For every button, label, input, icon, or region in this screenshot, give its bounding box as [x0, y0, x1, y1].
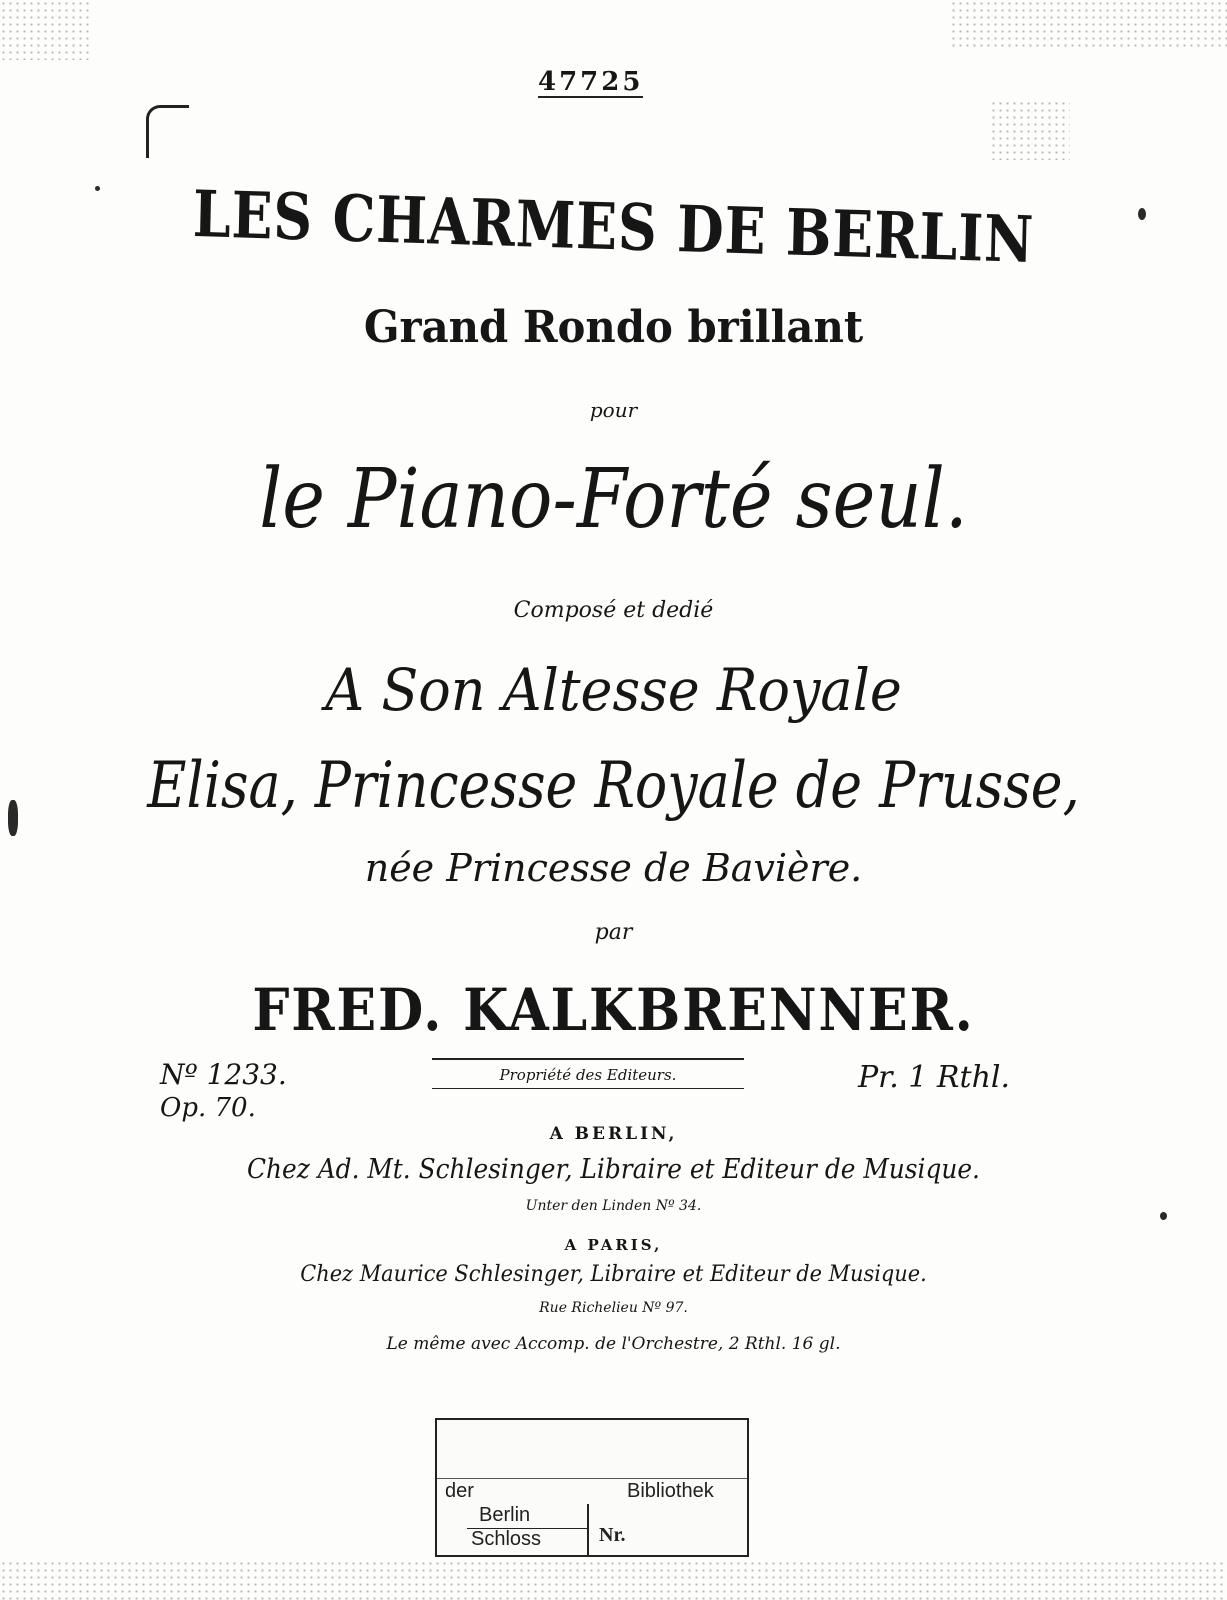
berlin-address: Unter den Linden Nº 34.	[525, 1198, 702, 1214]
library-stamp	[435, 1418, 749, 1557]
main-title: LES CHARMES DE BERLIN	[192, 176, 1035, 279]
corner-bracket-mark	[146, 105, 189, 158]
subtitle: Grand Rondo brillant	[363, 302, 864, 353]
paris-publisher: Chez Maurice Schlesinger, Libraire et Editeur de Musique.	[300, 1262, 927, 1287]
ink-speck	[1138, 208, 1146, 220]
catalog-number: 47725	[538, 67, 644, 97]
property-rule-bottom	[432, 1088, 744, 1089]
price: Pr. 1 Rthl.	[858, 1060, 1011, 1095]
berlin-publisher: Chez Ad. Mt. Schlesinger, Libraire et Editeur de Musique.	[247, 1154, 980, 1185]
pour-text: pour	[589, 398, 638, 422]
par-text: par	[594, 920, 633, 945]
scan-noise-bottom	[0, 1560, 1227, 1600]
stamp-der: der	[445, 1480, 474, 1502]
dedication-line-2: Elisa, Princesse Royale de Prusse,	[147, 749, 1080, 823]
composed-text: Composé et dedié	[513, 598, 714, 623]
stamp-city: Berlin	[479, 1504, 531, 1526]
paris-heading: A PARIS,	[564, 1236, 663, 1254]
property-rule-top	[432, 1058, 744, 1060]
paris-address: Rue Richelieu Nº 97.	[539, 1300, 688, 1316]
stamp-faded-header	[437, 1420, 747, 1479]
dedication-line-3: née Princesse de Bavière.	[364, 846, 863, 890]
scan-noise-top-right	[950, 0, 1227, 50]
dedication-line-1: A Son Altesse Royale	[325, 656, 902, 724]
stamp-bibliothek: Bibliothek	[627, 1480, 714, 1502]
scan-noise-top-left	[0, 0, 90, 60]
composer-name: FRED. KALKBRENNER.	[252, 976, 975, 1044]
ink-speck	[8, 800, 18, 836]
opus-number: Op. 70.	[160, 1093, 256, 1123]
plate-number: Nº 1233.	[160, 1058, 287, 1091]
stamp-column-rule	[587, 1504, 589, 1555]
instrument-line: le Piano-Forté seul.	[259, 452, 968, 547]
berlin-heading: A BERLIN,	[549, 1124, 678, 1144]
stamp-nr-label: Nr.	[599, 1524, 626, 1546]
stamp-location: Schloss	[471, 1528, 542, 1550]
orchestra-note: Le même avec Accomp. de l'Orchestre, 2 Rthl. 16 gl.	[386, 1334, 841, 1354]
property-text: Propriété des Editeurs.	[499, 1066, 677, 1084]
scan-noise-right-top	[990, 100, 1070, 160]
